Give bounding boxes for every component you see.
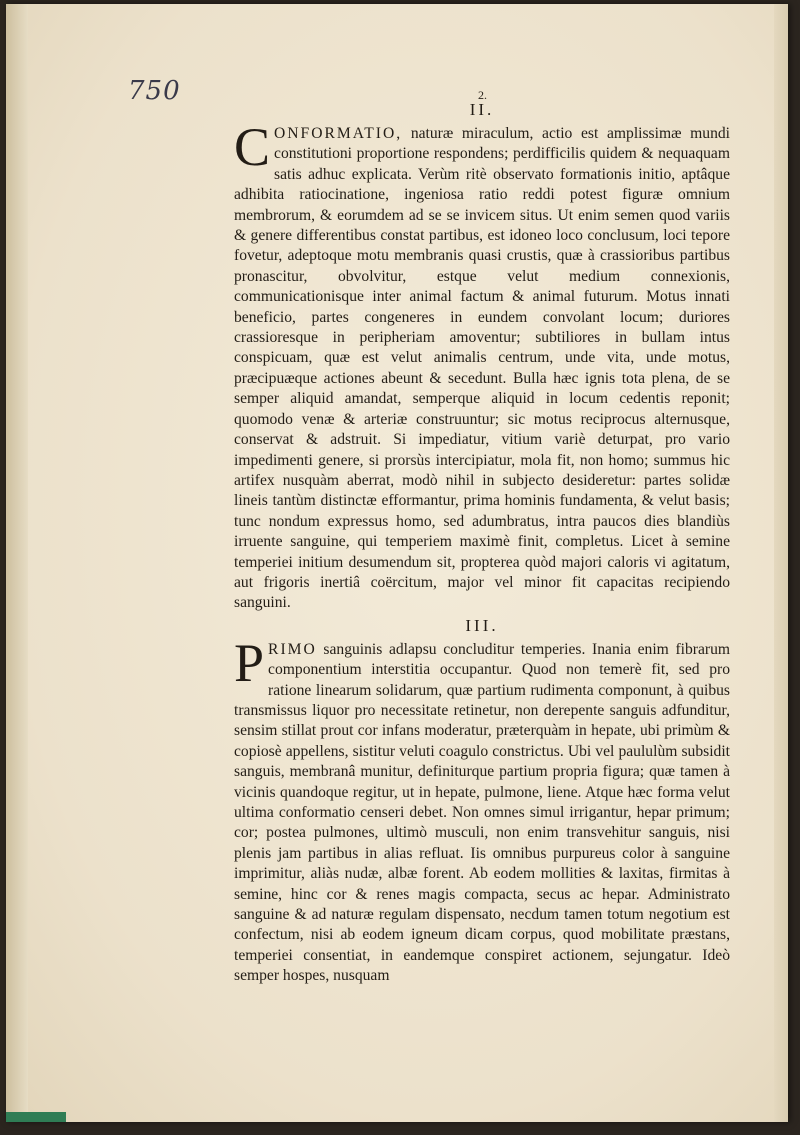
binding-gutter	[6, 4, 28, 1122]
section-heading-ii: II.	[469, 100, 495, 119]
lead-word: RIMO	[268, 640, 317, 658]
section-paragraph-iii	[234, 632, 730, 987]
drop-capital: P	[234, 632, 265, 693]
text-block	[234, 100, 730, 987]
color-calibration-tab	[6, 1112, 66, 1122]
section-heading-iii: III.	[465, 615, 499, 635]
handwritten-page-number: 750	[128, 76, 181, 106]
manuscript-page	[6, 4, 788, 1122]
section-paragraph-ii	[234, 117, 730, 614]
paragraph-text: naturæ miraculum, actio est amplissimæ mundi constitutioni proportione respondens; perdifficilis quidem & nequaquam satis adhuc explicata. Verùm ritè observato formationis initio, aptâque adhibita ratiocinatione, ingeniosa ratio reddi potest figuræ omnium membrorum, & eorumdem ad se se invicem situs. Ut enim semen quod variis & genere differentibus constat partibus, est idoneo loco conclusum, loci tepore fovetur, adeptoque motu membranis quasi crustis, quæ à crassioribus partibus pronascitur, obvolvitur, estque velut medium connexionis, communicationisque inter animal factum & animal futurum. Motus innati beneficio, partes congeneres in eundem convolant locum; duriores crassioresque in peripheriam amoventur; subtiliores in bullam intus conspicuam, quæ est velut animalis centrum, unde vita, unde motus, præcipuæque actiones abeunt & secedunt. Bulla hæc ignis tota plena, de se semper aliquid amandat, semperque aliquid in locum cedentis reponit; quomodo venæ & arteriæ construuntur; sic motus reciprocus alternusque, conservat & adstruit. Si impediatur, vitium variè deturpat, pro vario impedimenti genere, si prorsùs intercipiatur, mola fit, non homo; summus hic artifex nusquàm aberrat, modò nihil in subjecto desideretur: partes solidæ lineis tantùm distinctæ efformantur, prima hominis fundamenta, & velut basis; tunc nondum expressus homo, sed adumbratus, intra paucos dies blandiùs irruente sanguine, qui temperiem maximè finit, completus. Licet à semine temperiei initium desumendum sit, propterea quòd majori caloris vi agitatum, aut frigoris inertiâ coërcitum, major vel minor fit capacitas recipiendo sanguini.	[234, 125, 730, 612]
drop-capital: C	[234, 117, 271, 177]
page-edge	[774, 4, 788, 1122]
paragraph-text: sanguinis adlapsu concluditur temperies. Inania enim fibrarum componentium interstitia occupantur. Quod non temerè fit, sed pro ratione linearum solidarum, quæ partium rudimenta componunt, à quibus transmissus liquor pro necessitate retinetur, non derepente sanguis adfunditur, sensim stillat prout cor infans moderatur, præterquàm in hepate, ubi primùm & copiosè appellens, sistitur veluti coagulo constrictus. Ubi vel paululùm subsidit sanguis, membranâ munitur, definiturque partium propria figura; quæ tamen à vicinis quandoque regitur, ut in hepate, pulmone, liene. Atque hæc forma velut ultima conformatio censeri debet. Non omnes simul irrigantur, hepar primum; cor; postea pulmones, ultimò musculi, non enim transvehitur sanguis, nisi plenis jam partibus in alias refluat. Iis omnibus purpureus color à sanguine imprimitur, aliàs nudæ, albæ forent. Ab eodem mollities & laxitas, firmitas à semine, hinc cor & renes magis compacta, secus ac hepar. Administrato sanguine & ad naturæ regulam dispensato, necdum tamen totum negotium est confectum, nisi ab eodem igneum dicam corpus, quod mobilitate præstans, temperiei consentiat, in eandemque conspiret actionem, sejungatur. Ideò semper hospes, nusquam	[234, 640, 730, 985]
lead-word: ONFORMATIO,	[274, 125, 403, 142]
folio-number: 2.	[478, 88, 487, 102]
